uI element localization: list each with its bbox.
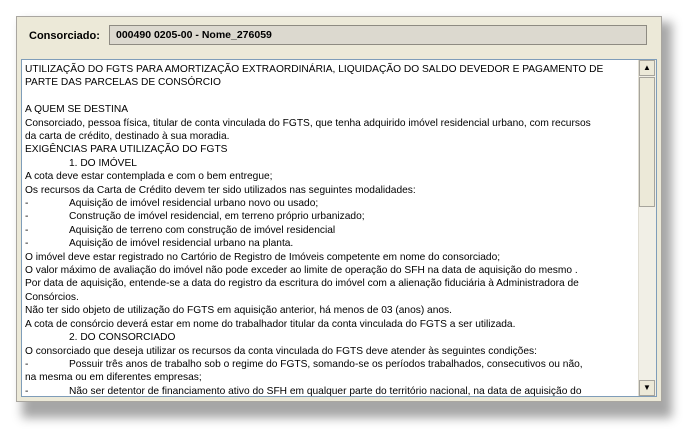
text-line-content: Aquisição de terreno com construção de imóvel residencial (69, 224, 336, 236)
text-line-content: O imóvel deve estar registrado no Cartório de Registro de Imóveis competente em nome do consorciado; (25, 251, 501, 263)
text-line (25, 251, 635, 264)
text-line-content: Por data de aquisição, entende-se a data do registro da escritura do imóvel com a alienação fiduciária à Administradora de (25, 278, 579, 290)
scroll-up-button[interactable]: ▲ (639, 60, 655, 76)
text-line-content: O valor máximo de avaliação do imóvel não pode exceder ao limite de operação do SFH na data de aquisição do mesmo . (25, 265, 578, 277)
scroll-thumb[interactable] (639, 77, 655, 207)
text-line-content: Aquisição de imóvel residencial urbano na planta. (69, 238, 294, 250)
text-line (25, 358, 635, 371)
text-line (25, 277, 635, 290)
text-line-content: A cota deve estar contemplada e com o bem entregue; (25, 171, 273, 183)
consorciado-label: Consorciado: (29, 30, 100, 42)
scroll-down-button[interactable]: ▼ (639, 380, 655, 396)
text-line-content: EXIGÊNCIAS PARA UTILIZAÇÃO DO FGTS (25, 144, 228, 156)
text-line (25, 237, 635, 250)
text-line-content: Consórcios. (25, 291, 79, 303)
text-line (25, 197, 635, 210)
text-line (25, 318, 635, 331)
fgts-text-content (25, 63, 635, 397)
text-line-content: PARTE DAS PARCELAS DE CONSÓRCIO (25, 77, 221, 89)
text-line-content: Aquisição de imóvel residencial urbano novo ou usado; (69, 198, 319, 210)
text-line-content: Os recursos da Carta de Crédito devem ter sido utilizados nas seguintes modalidades: (25, 184, 416, 196)
text-line (25, 331, 635, 344)
text-line (25, 170, 635, 183)
text-line-content: Possuir três anos de trabalho sob o regime do FGTS, somando-se os períodos trabalhados, consecutivos ou não, (69, 358, 583, 370)
text-line (25, 90, 635, 103)
text-line (25, 76, 635, 89)
text-line (25, 291, 635, 304)
text-line-content: O consorciado que deseja utilizar os recursos da conta vinculada do FGTS deve atender às seguintes condições: (25, 345, 537, 357)
bullet-dash: - (25, 211, 29, 223)
text-line-content: UTILIZAÇÃO DO FGTS PARA AMORTIZAÇÃO EXTRAORDINÁRIA, LIQUIDAÇÃO DO SALDO DEVEDOR E PAGAMENTO DE (25, 64, 604, 75)
text-line-content: A QUEM SE DESTINA (25, 104, 129, 116)
text-line (25, 371, 635, 384)
text-line (25, 130, 635, 143)
text-line (25, 117, 635, 130)
vertical-scrollbar[interactable] (638, 60, 656, 396)
text-line (25, 143, 635, 156)
text-line-content: na mesma ou em diferentes empresas; (25, 372, 202, 384)
text-line-content: Não ter sido objeto de utilização do FGTS em aquisição anterior, há menos de 03 (anos) anos. (25, 305, 452, 317)
text-line-content: A cota de consórcio deverá estar em nome do trabalhador titular da conta vinculada do FGTS a ser utilizada. (25, 318, 516, 330)
text-line-content: Construção de imóvel residencial, em terreno próprio urbanizado; (69, 211, 365, 223)
text-line (25, 103, 635, 116)
text-line-content: Não ser detentor de financiamento ativo do SFH em qualquer parte do território nacional, na data de aquisição do (69, 385, 582, 397)
bullet-dash: - (25, 198, 29, 210)
text-line (25, 184, 635, 197)
bullet-dash: - (25, 358, 29, 370)
text-line (25, 224, 635, 237)
text-line-content: 2. DO CONSORCIADO (69, 332, 176, 344)
bullet-dash: - (25, 224, 29, 236)
text-line-content: 1. DO IMÓVEL (69, 157, 137, 169)
text-line (25, 157, 635, 170)
fgts-text-area[interactable] (21, 59, 657, 397)
consorciado-field: 000490 0205-00 - Nome_276059 (109, 25, 647, 45)
text-line-content: da carta de crédito, destinado à sua moradia. (25, 131, 230, 143)
bullet-dash: - (25, 385, 29, 397)
text-line-content: Consorciado, pessoa física, titular de conta vinculada do FGTS, que tenha adquirido imóvel residencial urbano, com recursos (25, 117, 591, 129)
text-line (25, 385, 635, 397)
bullet-dash: - (25, 238, 29, 250)
text-line (25, 63, 635, 76)
text-line (25, 304, 635, 317)
text-line (25, 345, 635, 358)
consorciado-panel (16, 16, 662, 402)
text-line (25, 210, 635, 223)
text-line (25, 264, 635, 277)
